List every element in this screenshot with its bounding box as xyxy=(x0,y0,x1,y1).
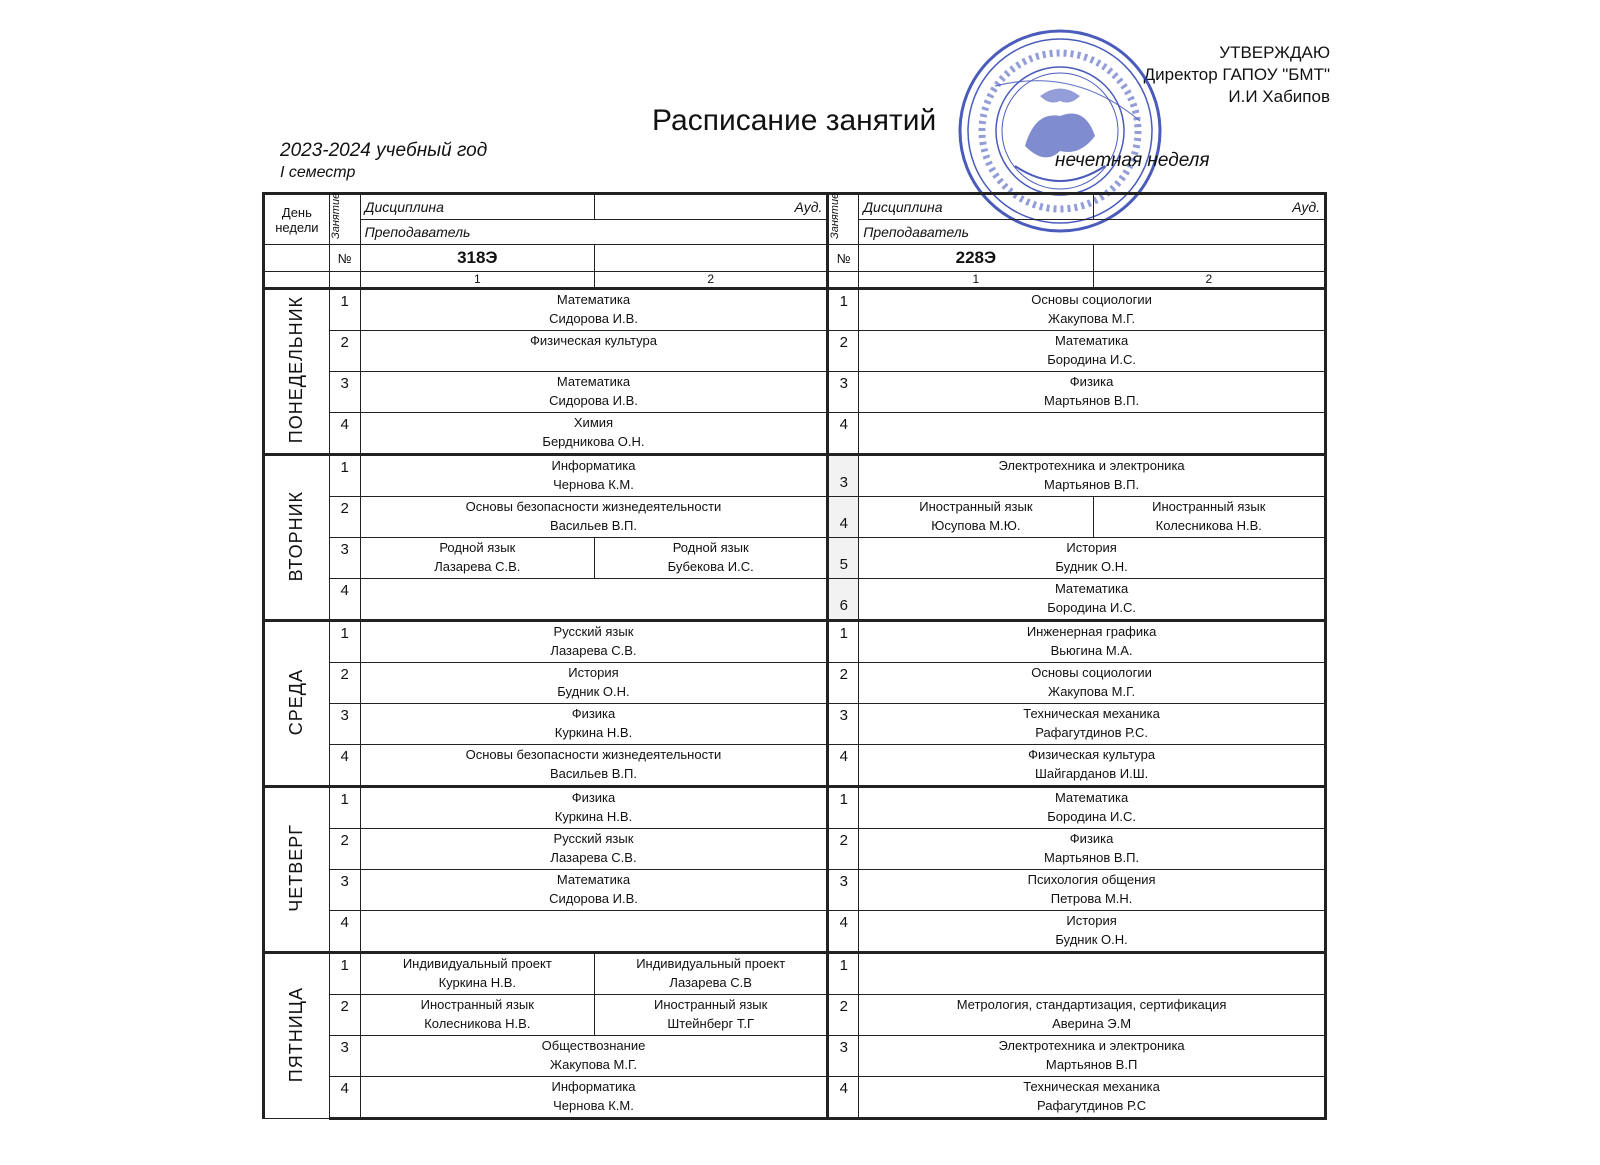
discipline-name: Информатика xyxy=(551,1079,636,1094)
discipline-name: Математика xyxy=(1054,581,1129,596)
lesson-cell-left-subgroup-1 xyxy=(360,995,594,1036)
schedule-row xyxy=(264,870,1326,911)
schedule-row xyxy=(264,621,1326,663)
lesson-cell-left-subgroup-2 xyxy=(595,995,828,1036)
lesson-cell-left xyxy=(360,745,828,787)
discipline-name: Метрология, стандартизация, сертификация xyxy=(956,997,1227,1012)
semester: I семестр xyxy=(280,164,356,181)
subgroup-2-right: 2 xyxy=(1093,272,1325,289)
lesson-number-left: 4 xyxy=(329,745,360,787)
discipline-name: Физика xyxy=(571,706,616,721)
lesson-number-right: 3 xyxy=(828,372,859,413)
day-cell xyxy=(264,787,330,953)
discipline-name: Техническая механика xyxy=(1023,1079,1160,1094)
teacher-name: Сидорова И.В. xyxy=(549,311,638,326)
lesson-cell-right xyxy=(859,455,1326,497)
lesson-cell-left xyxy=(360,663,828,704)
lesson-cell-right xyxy=(859,1036,1326,1077)
teacher-name: Куркина Н.В. xyxy=(438,975,517,990)
lesson-cell-left-subgroup-2 xyxy=(595,953,828,995)
discipline-name: Физическая культура xyxy=(529,333,657,348)
discipline-name: История xyxy=(1066,913,1117,928)
discipline-name: Физика xyxy=(1069,831,1114,846)
lesson-cell-right xyxy=(859,538,1326,579)
lesson-number-right: 1 xyxy=(828,621,859,663)
discipline-name: Химия xyxy=(573,415,614,430)
discipline-name: Электротехника и электроника xyxy=(998,1038,1185,1053)
discipline-name: Математика xyxy=(556,374,631,389)
teacher-name: Мартьянов В.П. xyxy=(1044,477,1140,492)
lesson-number-right: 4 xyxy=(828,413,859,455)
lesson-number-left: 1 xyxy=(329,787,360,829)
schedule-row xyxy=(264,413,1326,455)
teacher-name: Колесникова Н.В. xyxy=(1155,518,1262,533)
lesson-cell-left xyxy=(360,621,828,663)
discipline-name: История xyxy=(568,665,619,680)
teacher-name: Аверина Э.М xyxy=(1052,1016,1132,1031)
discipline-header-left: Дисциплина xyxy=(360,194,594,220)
lesson-number-left: 4 xyxy=(329,1077,360,1119)
teacher-name: Шайгарданов И.Ш. xyxy=(1034,766,1149,781)
lesson-number-left: 1 xyxy=(329,455,360,497)
teacher-name: Жакупова М.Г. xyxy=(1048,684,1136,699)
approval-line-2: Директор ГАПОУ "БМТ" xyxy=(1143,65,1330,84)
lesson-number-right: 5 xyxy=(828,538,859,579)
lesson-cell-right xyxy=(859,372,1326,413)
schedule-row xyxy=(264,704,1326,745)
lesson-number-left: 2 xyxy=(329,829,360,870)
day-name: ПЯТНИЦА xyxy=(286,986,307,1083)
lesson-cell-left xyxy=(360,829,828,870)
day-cell xyxy=(264,289,330,455)
group-left-blank xyxy=(595,245,828,272)
lesson-number-left: 4 xyxy=(329,413,360,455)
academic-year: 2023-2024 учебный год xyxy=(280,140,488,161)
teacher-name: Лазарева С.В xyxy=(669,975,752,990)
teacher-name: Сидорова И.В. xyxy=(549,891,638,906)
lesson-number-right: 3 xyxy=(828,870,859,911)
teacher-name: Чернова К.М. xyxy=(553,1098,634,1113)
schedule-row xyxy=(264,538,1326,579)
lesson-number-right: 4 xyxy=(828,497,859,538)
lesson-number-left: 3 xyxy=(329,870,360,911)
lesson-cell-right xyxy=(859,1077,1326,1119)
day-header-label: День недели xyxy=(275,204,319,235)
discipline-name: Инженерная графика xyxy=(1026,624,1157,639)
lesson-cell-right xyxy=(859,829,1326,870)
discipline-name: Математика xyxy=(1054,333,1129,348)
discipline-name: Электротехника и электроника xyxy=(998,458,1185,473)
approval-line-1: УТВЕРЖДАЮ xyxy=(1219,43,1330,62)
discipline-header-right: Дисциплина xyxy=(859,194,1093,220)
teacher-name: Васильев В.П. xyxy=(549,766,637,781)
schedule-row xyxy=(264,663,1326,704)
teacher-name: Жакупова М.Г. xyxy=(549,1057,638,1072)
discipline-name: Индивидуальный проект xyxy=(402,956,552,971)
teacher-name: Сидорова И.В. xyxy=(549,393,638,408)
lesson-cell-left xyxy=(360,1077,828,1119)
lesson-number-right: 1 xyxy=(828,953,859,995)
lesson-cell-right xyxy=(859,911,1326,953)
teacher-header-right: Преподаватель xyxy=(859,220,1326,245)
header-row-1 xyxy=(264,194,1326,220)
group-right: 228Э xyxy=(859,245,1093,272)
discipline-name: История xyxy=(1066,540,1117,555)
discipline-name: Математика xyxy=(556,872,631,887)
teacher-name: Будник О.Н. xyxy=(1055,559,1128,574)
schedule-row xyxy=(264,911,1326,953)
teacher-name: Васильев В.П. xyxy=(549,518,637,533)
teacher-name: Рафагутдинов Р.С xyxy=(1037,1098,1147,1113)
teacher-name: Рафагутдинов Р.С. xyxy=(1035,725,1148,740)
lesson-number-left: 3 xyxy=(329,372,360,413)
lesson-cell-right xyxy=(859,787,1326,829)
teacher-name: Колесникова Н.В. xyxy=(424,1016,531,1031)
schedule-table xyxy=(262,192,1327,1120)
subgroup-1-right: 1 xyxy=(859,272,1093,289)
subgroup-2-left: 2 xyxy=(595,272,828,289)
page-title: Расписание занятий xyxy=(652,104,937,137)
lesson-number-left: 4 xyxy=(329,911,360,953)
approval-line-3: И.И Хабипов xyxy=(1228,87,1330,106)
room-header-right: Ауд. xyxy=(1093,194,1325,220)
header-row-2 xyxy=(264,220,1326,245)
day-name: ПОНЕДЕЛЬНИК xyxy=(286,296,307,444)
teacher-name: Бородина И.С. xyxy=(1047,809,1136,824)
schedule-row xyxy=(264,953,1326,995)
lesson-number-right: 4 xyxy=(828,911,859,953)
schedule-row xyxy=(264,995,1326,1036)
lesson-number-left: 3 xyxy=(329,704,360,745)
lesson-cell-right xyxy=(859,704,1326,745)
lesson-number-right: 3 xyxy=(828,704,859,745)
lesson-cell-left-subgroup-1 xyxy=(360,538,594,579)
discipline-name: Иностранный язык xyxy=(420,997,534,1012)
subgroup-row-blank xyxy=(264,272,330,289)
schedule-row xyxy=(264,1036,1326,1077)
teacher-name: Юсупова М.Ю. xyxy=(931,518,1021,533)
day-cell xyxy=(264,455,330,621)
teacher-name: Лазарева С.В. xyxy=(550,850,637,865)
lesson-number-left: 1 xyxy=(329,289,360,331)
schedule-row xyxy=(264,1077,1326,1119)
lesson-cell-right-subgroup-2 xyxy=(1093,497,1325,538)
discipline-name: Иностранный язык xyxy=(919,499,1033,514)
lesson-header-label: Занятие xyxy=(329,192,342,239)
teacher-name: Бердникова О.Н. xyxy=(542,434,645,449)
lesson-number-right: 6 xyxy=(828,579,859,621)
lesson-number-right: 2 xyxy=(828,829,859,870)
lesson-header-right xyxy=(828,194,859,245)
lesson-number-left: 1 xyxy=(329,621,360,663)
lesson-cell-right-subgroup-1 xyxy=(859,497,1093,538)
discipline-name: Физика xyxy=(1069,374,1114,389)
lesson-cell-right xyxy=(859,579,1326,621)
group-left: 318Э xyxy=(360,245,594,272)
week-type: нечетная неделя xyxy=(1055,150,1210,171)
lesson-number-right: 1 xyxy=(828,289,859,331)
lesson-cell-right xyxy=(859,413,1326,455)
teacher-name: Бородина И.С. xyxy=(1047,352,1136,367)
schedule-row xyxy=(264,829,1326,870)
discipline-name: Иностранный язык xyxy=(1152,499,1266,514)
lesson-cell-left xyxy=(360,413,828,455)
lesson-cell-right xyxy=(859,953,1326,995)
lesson-cell-left xyxy=(360,497,828,538)
teacher-name: Жакупова М.Г. xyxy=(1048,311,1136,326)
lesson-cell-left xyxy=(360,870,828,911)
schedule-row xyxy=(264,372,1326,413)
lesson-cell-left xyxy=(360,579,828,621)
lesson-number-left: 2 xyxy=(329,663,360,704)
subgroup-1-left: 1 xyxy=(360,272,594,289)
lesson-cell-left xyxy=(360,704,828,745)
schedule-row xyxy=(264,745,1326,787)
lesson-number-left: 2 xyxy=(329,995,360,1036)
teacher-name: Мартьянов В.П xyxy=(1045,1057,1138,1072)
day-name: СРЕДА xyxy=(286,668,307,736)
discipline-name: Психология общения xyxy=(1027,872,1156,887)
discipline-name: Математика xyxy=(556,292,631,307)
lesson-number-left: 2 xyxy=(329,497,360,538)
discipline-name: Математика xyxy=(1054,790,1129,805)
group-right-blank xyxy=(1093,245,1325,272)
lesson-header-label: Занятие xyxy=(829,192,842,239)
lesson-number-right: 4 xyxy=(828,1077,859,1119)
schedule-row xyxy=(264,455,1326,497)
lesson-cell-left xyxy=(360,787,828,829)
day-name: ЧЕТВЕРГ xyxy=(286,824,307,912)
subgroup-row-blank xyxy=(828,272,859,289)
lesson-number-left: 3 xyxy=(329,538,360,579)
lesson-number-left: 3 xyxy=(329,1036,360,1077)
teacher-name: Куркина Н.В. xyxy=(554,725,633,740)
teacher-name: Куркина Н.В. xyxy=(554,809,633,824)
lesson-header-left xyxy=(329,194,360,245)
discipline-name: Основы социологии xyxy=(1031,665,1152,680)
discipline-name: Обществознание xyxy=(541,1038,646,1053)
lesson-cell-right xyxy=(859,289,1326,331)
lesson-cell-left xyxy=(360,289,828,331)
discipline-name: Техническая механика xyxy=(1023,706,1160,721)
discipline-name: Физическая культура xyxy=(1028,747,1156,762)
discipline-name: Основы безопасности жизнедеятельности xyxy=(465,747,722,762)
discipline-name: Русский язык xyxy=(553,831,634,846)
teacher-name: Мартьянов В.П. xyxy=(1044,850,1140,865)
room-header-left: Ауд. xyxy=(595,194,828,220)
discipline-name: Основы безопасности жизнедеятельности xyxy=(465,499,722,514)
group-row xyxy=(264,245,1326,272)
discipline-name: Родной язык xyxy=(439,540,516,555)
group-row-blank xyxy=(264,245,330,272)
lesson-cell-left xyxy=(360,331,828,372)
teacher-name: Петрова М.Н. xyxy=(1050,891,1133,906)
schedule-row xyxy=(264,787,1326,829)
teacher-name: Будник О.Н. xyxy=(1055,932,1128,947)
teacher-name: Чернова К.М. xyxy=(553,477,634,492)
day-cell xyxy=(264,953,330,1119)
lesson-number-right: 3 xyxy=(828,455,859,497)
lesson-cell-right xyxy=(859,745,1326,787)
schedule-row xyxy=(264,289,1326,331)
approval-block xyxy=(1144,42,1330,108)
lesson-number-right: 2 xyxy=(828,995,859,1036)
teacher-name: Будник О.Н. xyxy=(557,684,630,699)
schedule-row xyxy=(264,497,1326,538)
discipline-name: Информатика xyxy=(551,458,636,473)
teacher-name: Лазарева С.В. xyxy=(434,559,521,574)
schedule-row xyxy=(264,579,1326,621)
lesson-cell-left xyxy=(360,911,828,953)
lesson-cell-right xyxy=(859,621,1326,663)
no-label-left: № xyxy=(329,245,360,272)
teacher-name: Бородина И.С. xyxy=(1047,600,1136,615)
lesson-number-right: 2 xyxy=(828,331,859,372)
lesson-number-right: 1 xyxy=(828,787,859,829)
lesson-number-left: 4 xyxy=(329,579,360,621)
discipline-name: Индивидуальный проект xyxy=(636,956,786,971)
lesson-cell-right xyxy=(859,663,1326,704)
lesson-cell-left xyxy=(360,372,828,413)
lesson-cell-left-subgroup-2 xyxy=(595,538,828,579)
teacher-name: Мартьянов В.П. xyxy=(1044,393,1140,408)
discipline-name: Родной язык xyxy=(672,540,749,555)
teacher-name: Вьюгина М.А. xyxy=(1050,643,1133,658)
lesson-number-right: 2 xyxy=(828,663,859,704)
lesson-number-right: 3 xyxy=(828,1036,859,1077)
teacher-name: Лазарева С.В. xyxy=(550,643,637,658)
lesson-cell-left xyxy=(360,455,828,497)
teacher-header-left: Преподаватель xyxy=(360,220,828,245)
schedule-row xyxy=(264,331,1326,372)
discipline-name: Основы социологии xyxy=(1031,292,1152,307)
discipline-name: Физика xyxy=(571,790,616,805)
day-cell xyxy=(264,621,330,787)
lesson-number-left: 1 xyxy=(329,953,360,995)
subgroup-row-blank xyxy=(329,272,360,289)
subgroup-row xyxy=(264,272,1326,289)
day-name: ВТОРНИК xyxy=(286,490,307,582)
lesson-number-left: 2 xyxy=(329,331,360,372)
lesson-cell-left-subgroup-1 xyxy=(360,953,594,995)
lesson-cell-right xyxy=(859,870,1326,911)
lesson-cell-left xyxy=(360,1036,828,1077)
discipline-name: Русский язык xyxy=(553,624,634,639)
teacher-name: Бубекова И.С. xyxy=(667,559,754,574)
teacher-name: Штейнберг Т.Г xyxy=(667,1016,755,1031)
lesson-cell-right xyxy=(859,331,1326,372)
discipline-name: Иностранный язык xyxy=(654,997,768,1012)
day-header xyxy=(264,194,330,245)
lesson-number-right: 4 xyxy=(828,745,859,787)
lesson-cell-right xyxy=(859,995,1326,1036)
no-label-right: № xyxy=(828,245,859,272)
